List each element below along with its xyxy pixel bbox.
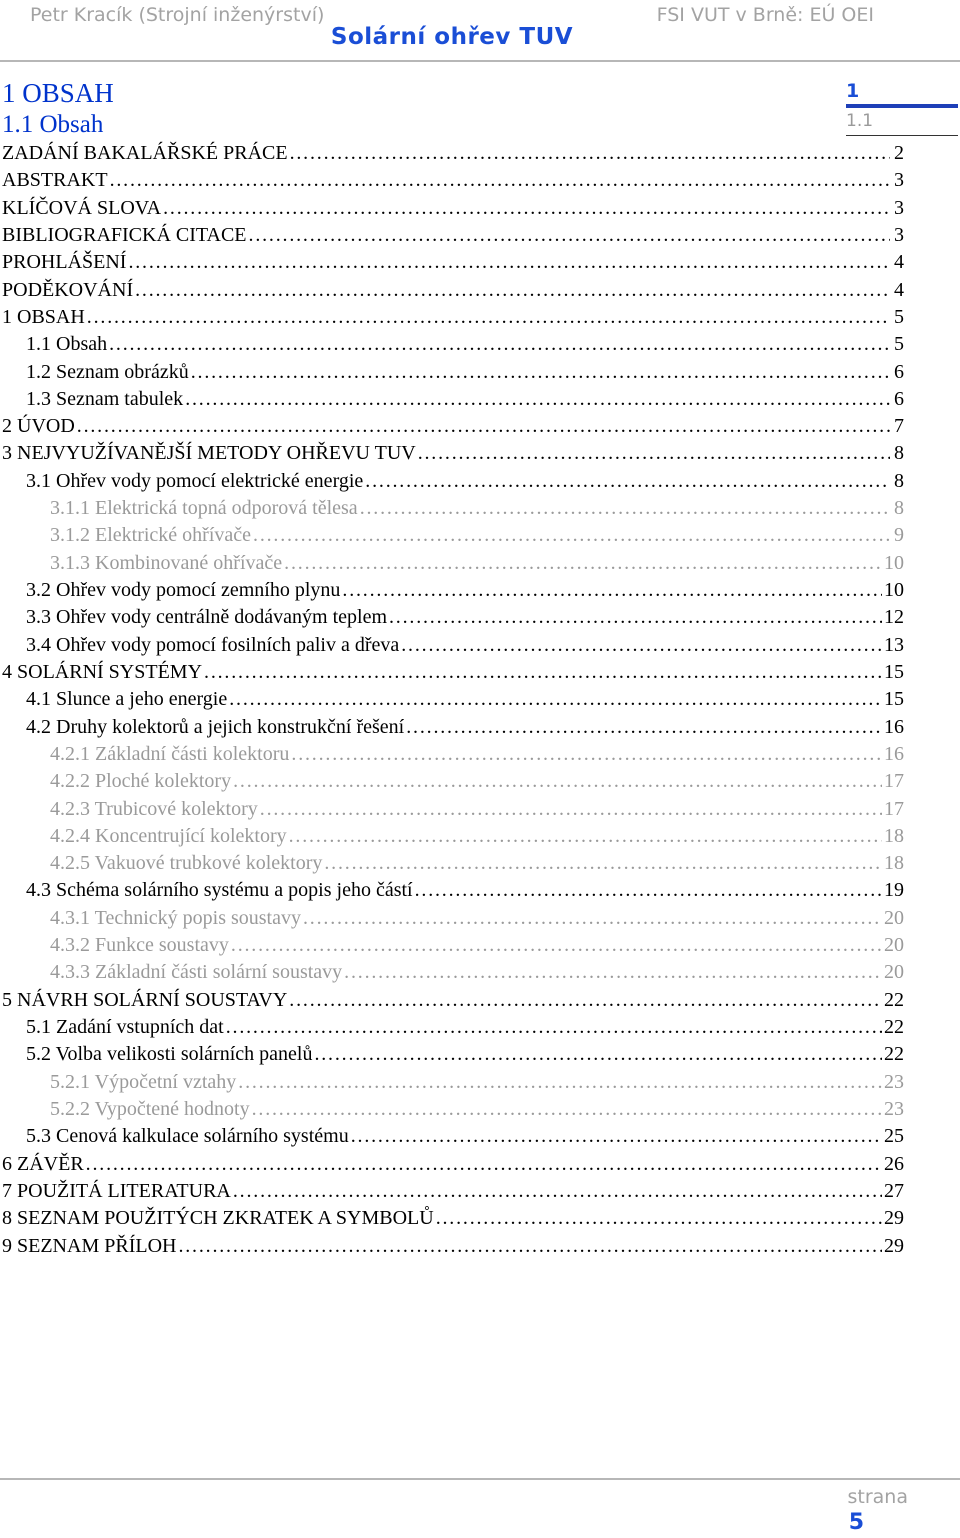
toc-entry-page: 16 — [884, 742, 904, 765]
toc-entry-title: 4.2 Druhy kolektorů a jejich konstrukční řešení — [26, 715, 405, 738]
toc-entry-page: 23 — [884, 1070, 904, 1093]
toc-dot-leader — [303, 905, 882, 932]
toc-entry-page: 5 — [894, 333, 904, 356]
chapter-heading: 1 OBSAH — [2, 78, 114, 108]
toc-dot-leader — [260, 796, 882, 823]
toc-entry-page: 22 — [884, 1043, 904, 1066]
toc-entry-title: 1.2 Seznam obrázků — [26, 360, 189, 383]
toc-dot-leader — [135, 277, 890, 304]
toc-dot-leader — [344, 959, 882, 986]
toc-dot-leader — [77, 413, 890, 440]
toc-dot-leader — [436, 1205, 882, 1232]
toc-entry-page: 8 — [894, 442, 904, 465]
toc-entry-page: 26 — [884, 1152, 904, 1175]
toc-entry-page: 16 — [884, 715, 904, 738]
toc-dot-leader — [191, 359, 890, 386]
toc-entry[interactable] — [0, 222, 904, 249]
toc-entry[interactable] — [0, 796, 904, 823]
toc-dot-leader — [185, 386, 890, 413]
toc-dot-leader — [324, 850, 882, 877]
toc-entry[interactable] — [0, 331, 904, 358]
toc-entry-page: 7 — [894, 415, 904, 438]
toc-entry-page: 4 — [894, 251, 904, 274]
toc-entry-page: 6 — [894, 387, 904, 410]
toc-entry-page: 17 — [884, 770, 904, 793]
toc-entry-title: 4.3.2 Funkce soustavy — [50, 934, 229, 957]
toc-entry-title: 3.1.2 Elektrické ohřívače — [50, 524, 252, 547]
toc-entry[interactable] — [0, 440, 904, 467]
toc-entry[interactable] — [0, 877, 904, 904]
toc-entry-page: 29 — [884, 1207, 904, 1230]
toc-entry[interactable] — [0, 850, 904, 877]
footer-divider — [0, 1478, 960, 1480]
toc-entry-title: 6 ZÁVĚR — [2, 1152, 84, 1175]
toc-entry[interactable] — [0, 277, 904, 304]
toc-dot-leader — [314, 1041, 882, 1068]
toc-entry[interactable] — [0, 522, 904, 549]
toc-dot-leader — [128, 249, 890, 276]
toc-entry-page: 22 — [884, 1016, 904, 1038]
toc-entry-page: 3 — [894, 196, 904, 219]
toc-entry-page: 10 — [884, 579, 904, 601]
toc-entry-title: 1 OBSAH — [2, 305, 85, 328]
toc-dot-leader — [401, 632, 882, 659]
toc-entry-page: 4 — [894, 278, 904, 301]
toc-entry-title: 3.1.1 Elektrická topná odporová tělesa — [50, 497, 358, 520]
footer-page-number: 5 — [848, 1510, 864, 1535]
toc-entry-title: 8 SEZNAM POUŽITÝCH ZKRATEK A SYMBOLŮ — [2, 1207, 434, 1230]
toc-entry-page: 17 — [884, 797, 904, 820]
toc-entry-page: 18 — [884, 824, 904, 847]
toc-entry-page: 25 — [884, 1125, 904, 1148]
toc-entry-page: 15 — [884, 660, 904, 683]
toc-dot-leader — [249, 222, 890, 249]
toc-entry-page: 6 — [894, 360, 904, 383]
toc-dot-leader — [231, 932, 882, 959]
toc-entry-page: 23 — [884, 1097, 904, 1120]
toc-dot-leader — [253, 522, 890, 549]
toc-entry-title: 2 ÚVOD — [2, 415, 75, 438]
margin-section-bar — [846, 135, 958, 136]
toc-entry-page: 18 — [884, 852, 904, 875]
margin-chapter-number: 1 — [846, 80, 860, 102]
toc-entry-page: 20 — [884, 961, 904, 984]
toc-dot-leader — [389, 604, 882, 631]
toc-dot-leader — [342, 577, 882, 604]
toc-entry-title: 4.2.2 Ploché kolektory — [50, 770, 232, 793]
toc-entry-title: ZADÁNÍ BAKALÁŘSKÉ PRÁCE — [2, 142, 288, 164]
toc-dot-leader — [226, 1014, 882, 1041]
toc-dot-leader — [360, 495, 890, 522]
header-author: Petr Kracík (Strojní inženýrství) — [30, 4, 325, 26]
footer-page-label: strana — [847, 1486, 908, 1508]
toc-entry[interactable] — [0, 468, 904, 495]
toc-entry[interactable] — [0, 741, 904, 768]
toc-dot-leader — [233, 1178, 882, 1205]
toc-entry[interactable] — [0, 386, 904, 413]
toc-entry[interactable] — [0, 1178, 904, 1205]
toc-entry-page: 8 — [894, 497, 904, 520]
toc-entry-title: 3.4 Ohřev vody pomocí fosilních paliv a dřeva — [26, 633, 400, 656]
toc-entry-page: 27 — [884, 1179, 904, 1202]
toc-dot-leader — [365, 468, 890, 495]
toc-entry-page: 15 — [884, 688, 904, 711]
toc-entry[interactable] — [0, 550, 904, 577]
toc-dot-leader — [415, 877, 882, 904]
toc-entry-title: 3 NEJVYUŽÍVANĚJŠÍ METODY OHŘEVU TUV — [2, 442, 416, 465]
toc-entry-page: 2 — [894, 142, 904, 164]
toc-dot-leader — [289, 987, 882, 1014]
toc-entry[interactable] — [0, 413, 904, 440]
toc-entry[interactable] — [0, 195, 904, 222]
margin-section-number: 1.1 — [846, 111, 874, 131]
toc-entry[interactable] — [0, 1096, 904, 1123]
toc-entry-title: 4.2.3 Trubicové kolektory — [50, 797, 258, 820]
toc-entry-page: 3 — [894, 169, 904, 192]
toc-entry-title: PODĚKOVÁNÍ — [2, 278, 134, 301]
toc-entry[interactable] — [0, 632, 904, 659]
toc-entry-page: 19 — [884, 879, 904, 902]
toc-entry[interactable] — [0, 604, 904, 631]
toc-entry-title: 3.1.3 Kombinované ohřívače — [50, 551, 283, 574]
toc-entry-page: 20 — [884, 934, 904, 957]
toc-dot-leader — [163, 195, 890, 222]
toc-entry-title: 3.2 Ohřev vody pomocí zemního plynu — [26, 579, 341, 601]
toc-dot-leader — [290, 140, 890, 167]
toc-entry-title: 4.2.5 Vakuové trubkové kolektory — [50, 852, 323, 875]
header-institution: FSI VUT v Brně: EÚ OEI — [656, 4, 874, 26]
toc-entry[interactable] — [0, 1151, 904, 1178]
toc-dot-leader — [110, 167, 890, 194]
toc-entry-page: 12 — [884, 606, 904, 629]
toc-entry[interactable] — [0, 714, 904, 741]
toc-entry-page: 20 — [884, 906, 904, 929]
toc-entry-page: 10 — [884, 551, 904, 574]
header-title: Solární ohřev TUV — [330, 24, 574, 50]
toc-entry-title: 4.3.3 Základní části solární soustavy — [50, 961, 343, 984]
toc-entry[interactable] — [0, 659, 904, 686]
toc-entry-title: 4.1 Slunce a jeho energie — [26, 688, 228, 711]
toc-dot-leader — [351, 1123, 882, 1150]
toc-entry-page: 8 — [894, 469, 904, 492]
toc-entry[interactable] — [0, 140, 904, 167]
toc-entry[interactable] — [0, 1123, 904, 1150]
toc-entry[interactable] — [0, 959, 904, 986]
toc-dot-leader — [284, 550, 882, 577]
toc-dot-leader — [233, 768, 882, 795]
toc-entry-title: 1.3 Seznam tabulek — [26, 387, 184, 410]
toc-entry[interactable] — [0, 686, 904, 713]
toc-entry[interactable] — [0, 987, 904, 1014]
toc-entry-page: 22 — [884, 988, 904, 1011]
toc-entry-title: 4.3 Schéma solárního systému a popis jeho částí — [26, 879, 413, 902]
toc-dot-leader — [204, 659, 882, 686]
toc-entry[interactable] — [0, 249, 904, 276]
toc-entry-title: 5.1 Zadání vstupních dat — [26, 1016, 224, 1038]
table-of-contents — [0, 140, 904, 1260]
toc-dot-leader — [178, 1233, 882, 1260]
toc-entry-title: BIBLIOGRAFICKÁ CITACE — [2, 223, 247, 246]
toc-entry-title: 7 POUŽITÁ LITERATURA — [2, 1179, 231, 1202]
toc-entry-title: 5.2.1 Výpočetní vztahy — [50, 1070, 237, 1093]
toc-dot-leader — [238, 1069, 882, 1096]
toc-dot-leader — [86, 1151, 882, 1178]
toc-entry-title: 5.2.2 Vypočtené hodnoty — [50, 1097, 250, 1120]
toc-entry-title: 5.2 Volba velikosti solárních panelů — [26, 1043, 313, 1066]
toc-entry-page: 29 — [884, 1234, 904, 1257]
toc-entry[interactable] — [0, 304, 904, 331]
toc-entry[interactable] — [0, 1041, 904, 1068]
toc-entry-page: 5 — [894, 305, 904, 328]
toc-entry-title: 3.3 Ohřev vody centrálně dodávaným teplem — [26, 606, 387, 629]
toc-entry-title: 5 NÁVRH SOLÁRNÍ SOUSTAVY — [2, 988, 288, 1011]
toc-entry-title: 9 SEZNAM PŘÍLOH — [2, 1234, 177, 1257]
toc-entry-page: 3 — [894, 223, 904, 246]
toc-dot-leader — [229, 686, 882, 713]
toc-entry[interactable] — [0, 167, 904, 194]
toc-entry[interactable] — [0, 905, 904, 932]
toc-entry-page: 13 — [884, 633, 904, 656]
toc-entry-title: 4.2.1 Základní části kolektoru — [50, 742, 290, 765]
toc-entry-title: 4.2.4 Koncentrující kolektory — [50, 824, 287, 847]
toc-entry[interactable] — [0, 1069, 904, 1096]
toc-entry-title: 3.1 Ohřev vody pomocí elektrické energie — [26, 469, 364, 492]
toc-dot-leader — [252, 1096, 882, 1123]
toc-entry-title: 4 SOLÁRNÍ SYSTÉMY — [2, 660, 203, 683]
toc-dot-leader — [406, 714, 882, 741]
toc-dot-leader — [109, 331, 890, 358]
section-heading: 1.1 Obsah — [2, 111, 104, 138]
toc-dot-leader — [418, 440, 890, 467]
toc-entry[interactable] — [0, 495, 904, 522]
toc-entry[interactable] — [0, 1205, 904, 1232]
toc-entry-title: PROHLÁŠENÍ — [2, 251, 127, 274]
toc-entry-title: KLÍČOVÁ SLOVA — [2, 196, 162, 219]
margin-chapter-bar — [846, 104, 958, 108]
toc-entry[interactable] — [0, 1014, 904, 1041]
toc-entry[interactable] — [0, 768, 904, 795]
toc-entry-page: 9 — [894, 524, 904, 547]
toc-entry[interactable] — [0, 823, 904, 850]
toc-entry-title: 1.1 Obsah — [26, 333, 108, 356]
toc-dot-leader — [289, 823, 882, 850]
toc-entry[interactable] — [0, 359, 904, 386]
toc-entry-title: 4.3.1 Technický popis soustavy — [50, 906, 301, 929]
header-divider — [0, 60, 960, 62]
toc-entry-title: 5.3 Cenová kalkulace solárního systému — [26, 1125, 349, 1148]
toc-dot-leader — [87, 304, 890, 331]
toc-entry[interactable] — [0, 1233, 904, 1260]
toc-dot-leader — [291, 741, 882, 768]
toc-entry[interactable] — [0, 577, 904, 604]
toc-entry[interactable] — [0, 932, 904, 959]
toc-entry-title: ABSTRAKT — [2, 169, 108, 192]
